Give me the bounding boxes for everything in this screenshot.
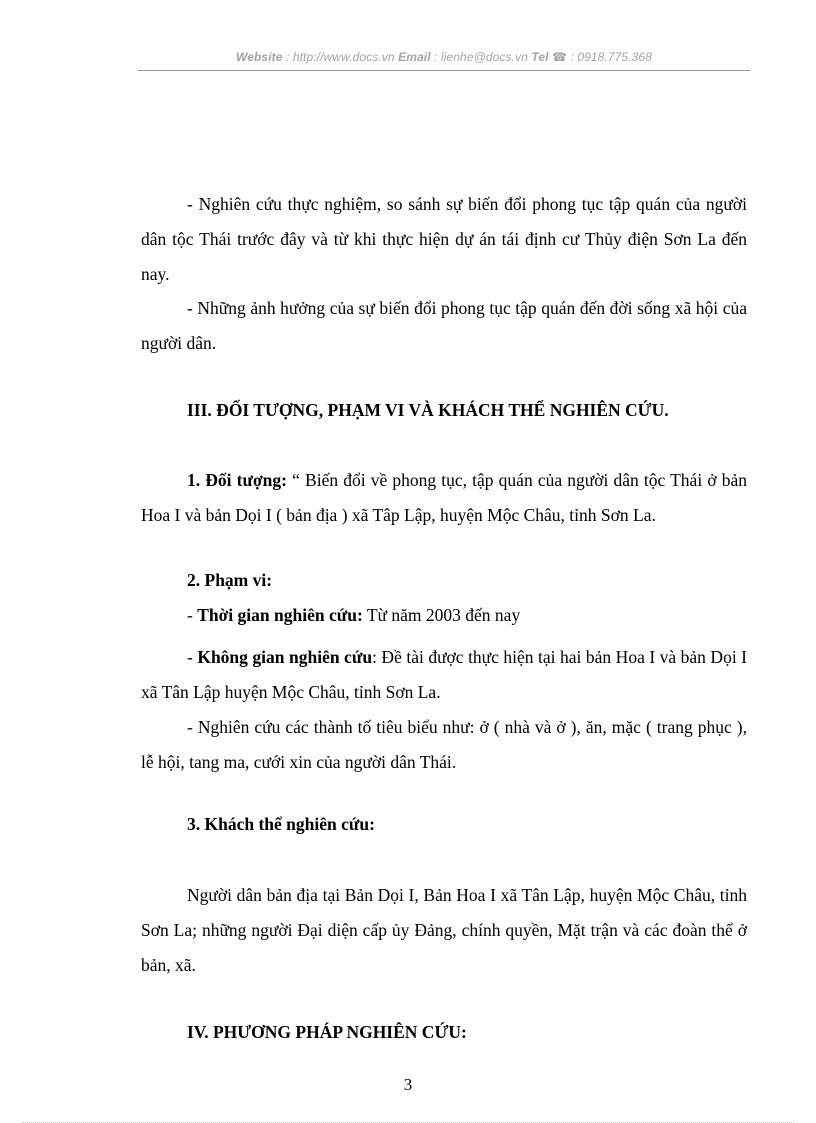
time-prefix: - [187,605,198,625]
subject-text: “ Biến đổi về phong tục, tập quán của người dân tộc Thái ở bản Hoa I và bản Dọi I ( bản địa ) xã Tâp Lập, huyện Mộc Châu, tỉnh Sơn La. [141,470,747,525]
website-link[interactable]: http://www.docs.vn [292,50,395,64]
object-paragraph: Người dân bản địa tại Bản Dọi I, Bản Hoa I xã Tân Lập, huyện Mộc Châu, tỉnh Sơn La; những người Đại diện cấp ủy Đảng, chính quyền, Mặt trận và các đoàn thể ở bản, xã. [141,885,747,975]
paragraph-impact: - Những ảnh hưởng của sự biến đổi phong tục tập quán đến đời sống xã hội của người dân. [141,298,747,353]
time-label: Thời gian nghiên cứu: [197,605,363,625]
email-link[interactable]: lienhe@docs.vn [440,50,528,64]
section-heading-iii: III. ĐỐI TƯỢNG, PHẠM VI VÀ KHÁCH THỂ NGHIÊN CỨU. [187,400,669,420]
scope-heading: 2. Phạm vi: [187,570,273,590]
object-heading: 3. Khách thể nghiên cứu: [187,814,375,834]
page-header: Website : http://www.docs.vn Email : lienhe@docs.vn Tel ☎ : 0918.775.368 [236,50,652,64]
paragraph-research-experiment: - Nghiên cứu thực nghiệm, so sánh sự biến đổi phong tục tập quán của người dân tộc Thái trước đây và từ khi thực hiện dự án tái định cư Thủy điện Sơn La đến nay. [141,194,747,284]
tel-value: 0918.775.368 [577,50,652,64]
space-prefix: - [187,647,198,667]
website-label: Website [236,50,283,64]
space-text: : Đề tài được thực hiện tại hai bản Hoa I và bản Dọi I xã Tân Lập huyện Mộc Châu, tỉnh Sơn La. [141,647,747,702]
subject-label: 1. Đối tượng: [187,470,287,490]
space-scope-paragraph [141,640,747,710]
page-number: 3 [403,1075,413,1094]
paragraph-subject [141,463,747,533]
time-text: Từ năm 2003 đến nay [362,605,521,625]
phone-icon: ☎ [551,50,568,64]
section-heading-iv: IV. PHƯƠNG PHÁP NGHIÊN CỨU: [187,1022,467,1042]
email-label: Email [398,50,431,64]
time-scope-line [187,605,793,626]
header-divider [138,70,750,71]
space-label: Không gian nghiên cứu [197,647,373,667]
elements-paragraph: - Nghiên cứu các thành tố tiêu biểu như: ở ( nhà và ở ), ăn, mặc ( trang phục ), lễ hội, tang ma, cưới xin của người dân Thái. [141,717,747,772]
tel-label: Tel [531,50,549,64]
